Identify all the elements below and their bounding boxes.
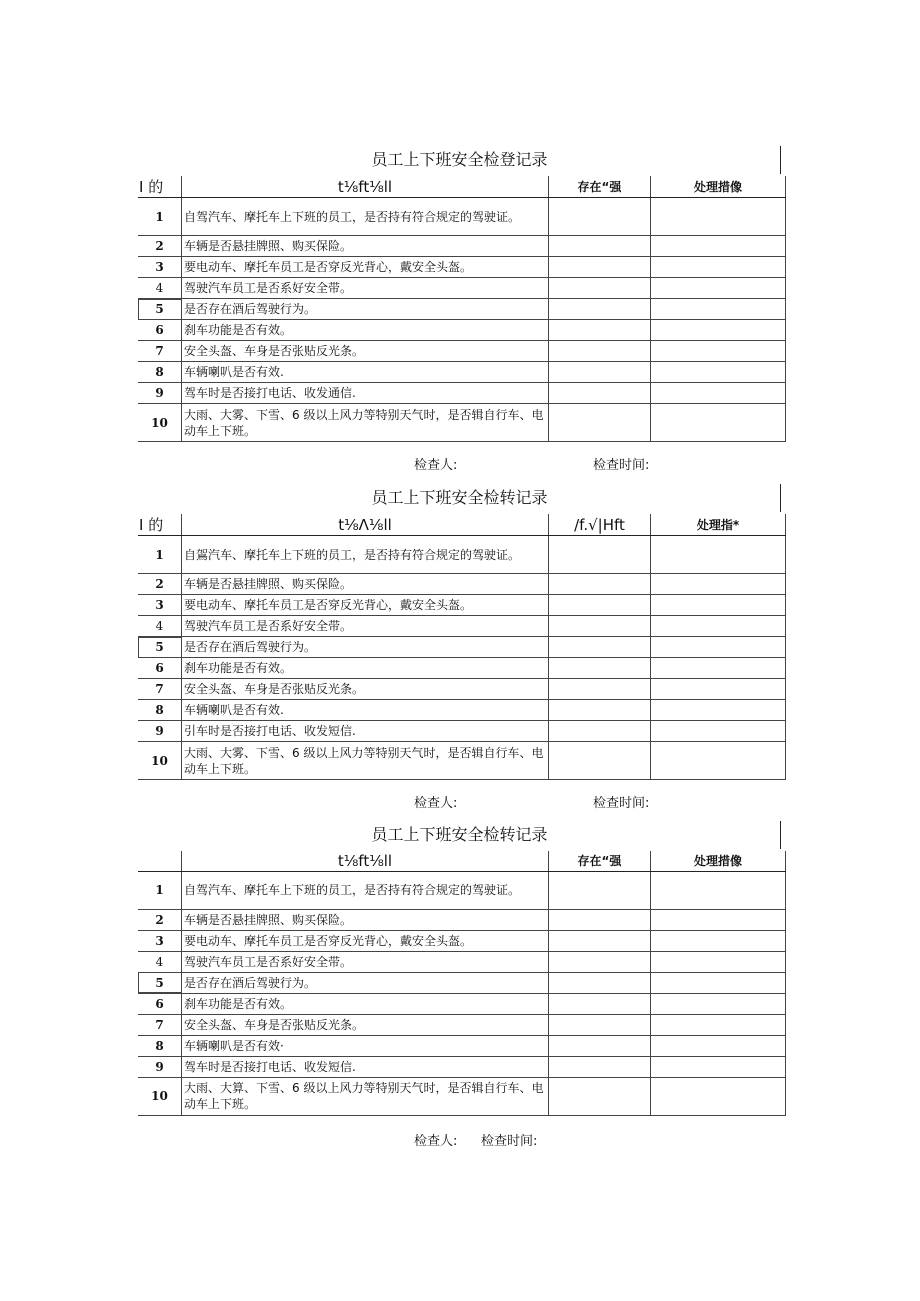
row-number: 9 — [138, 383, 182, 404]
handle-cell[interactable] — [651, 679, 786, 700]
header-item: t⅛Λ⅛ll — [182, 514, 549, 536]
handle-cell[interactable] — [651, 257, 786, 278]
exist-cell[interactable] — [549, 637, 651, 658]
exist-cell[interactable] — [549, 383, 651, 404]
row-item: 自驾汽车、摩托车上下班的员工，是否持有符合规定的驾驶证。 — [182, 871, 549, 909]
exist-cell[interactable] — [549, 909, 651, 930]
row-item: 驾车时是否接打电话、收发短信. — [182, 1056, 549, 1077]
table-row — [138, 1035, 786, 1056]
inspector-label: 检查人: — [414, 1134, 458, 1149]
row-item: 车辆是否悬挂牌照、购买保险。 — [182, 909, 549, 930]
handle-cell[interactable] — [651, 341, 786, 362]
inspection-time-label: 检查时间: — [481, 1134, 538, 1149]
row-number: 3 — [138, 595, 182, 616]
exist-cell[interactable] — [549, 951, 651, 972]
handle-cell[interactable] — [651, 993, 786, 1014]
table-row — [138, 299, 786, 320]
inspection-table — [138, 176, 786, 442]
table-row — [138, 236, 786, 257]
row-number: 8 — [138, 362, 182, 383]
row-number: 4 — [138, 951, 182, 972]
table-row — [138, 909, 786, 930]
row-number: 10 — [138, 1077, 182, 1115]
exist-cell[interactable] — [549, 257, 651, 278]
row-item: 要电动车、摩托车员工是否穿反光背心，戴安全头盔。 — [182, 595, 549, 616]
table-row — [138, 993, 786, 1014]
exist-cell[interactable] — [549, 1014, 651, 1035]
header-number: I 的 — [138, 514, 182, 536]
header-number — [138, 851, 182, 871]
row-number: 2 — [138, 574, 182, 595]
table-row — [138, 404, 786, 442]
row-item: 要电动车、摩托车员工是否穿反光背心，戴安全头盔。 — [182, 930, 549, 951]
exist-cell[interactable] — [549, 362, 651, 383]
table-row — [138, 721, 786, 742]
exist-cell[interactable] — [549, 320, 651, 341]
row-item: 驾驶汽车员工是否系好安全带。 — [182, 616, 549, 637]
row-number: 8 — [138, 700, 182, 721]
table-row — [138, 679, 786, 700]
row-number: 10 — [138, 404, 182, 442]
handle-cell[interactable] — [651, 1035, 786, 1056]
row-item: 刹车功能是否有效。 — [182, 993, 549, 1014]
row-item: 车辆是否悬挂牌照、购买保险。 — [182, 236, 549, 257]
row-item: 要电动车、摩托车员工是否穿反光背心，戴安全头盔。 — [182, 257, 549, 278]
exist-cell[interactable] — [549, 1035, 651, 1056]
table-row — [138, 871, 786, 909]
row-number: 5 — [138, 972, 182, 993]
row-item: 车辆是否悬挂牌照、购买保险。 — [182, 574, 549, 595]
exist-cell[interactable] — [549, 1056, 651, 1077]
exist-cell[interactable] — [549, 404, 651, 442]
header-handle: 处理措像 — [651, 851, 786, 871]
exist-cell[interactable] — [549, 574, 651, 595]
table-row — [138, 1077, 786, 1115]
exist-cell[interactable] — [549, 972, 651, 993]
handle-cell[interactable] — [651, 278, 786, 299]
handle-cell[interactable] — [651, 198, 786, 236]
row-item: 驾车时是否接打电话、收发通信. — [182, 383, 549, 404]
table-row — [138, 616, 786, 637]
handle-cell[interactable] — [651, 320, 786, 341]
row-number: 3 — [138, 257, 182, 278]
table-row — [138, 930, 786, 951]
row-item: 车辆喇叭是否有效. — [182, 362, 549, 383]
exist-cell[interactable] — [549, 658, 651, 679]
form-title: 员工上下班安全检转记录 — [371, 825, 548, 844]
row-number: 1 — [138, 536, 182, 574]
inspection-time-label: 检查时间: — [593, 796, 650, 811]
inspection-time-label: 检查时间: — [593, 458, 650, 473]
table-row — [138, 362, 786, 383]
handle-cell[interactable] — [651, 404, 786, 442]
row-number: 7 — [138, 341, 182, 362]
row-item: 是否存在酒后驾驶行为。 — [182, 299, 549, 320]
handle-cell[interactable] — [651, 637, 786, 658]
table-row — [138, 320, 786, 341]
table-row — [138, 637, 786, 658]
exist-cell[interactable] — [549, 721, 651, 742]
exist-cell[interactable] — [549, 871, 651, 909]
row-number: 5 — [138, 299, 182, 320]
row-number: 9 — [138, 721, 182, 742]
row-number: 8 — [138, 1035, 182, 1056]
row-number: 1 — [138, 871, 182, 909]
row-number: 6 — [138, 993, 182, 1014]
table-row — [138, 257, 786, 278]
exist-cell[interactable] — [549, 536, 651, 574]
row-number: 6 — [138, 658, 182, 679]
header-handle: 处理指* — [651, 514, 786, 536]
row-item: 大雨、大算、下雪、6 级以上风力等特别天气时，是否辑自行车、电动车上下班。 — [182, 1077, 549, 1115]
inspector-label: 检查人: — [414, 458, 458, 473]
row-item: 安全头盔、车身是否张贴反光条。 — [182, 341, 549, 362]
row-item: 安全头盔、车身是否张贴反光条。 — [182, 679, 549, 700]
row-number: 4 — [138, 616, 182, 637]
row-number: 2 — [138, 909, 182, 930]
handle-cell[interactable] — [651, 871, 786, 909]
exist-cell[interactable] — [549, 993, 651, 1014]
exist-cell[interactable] — [549, 595, 651, 616]
table-row — [138, 1056, 786, 1077]
row-number: 7 — [138, 679, 182, 700]
row-item: 大雨、大雾、下雪、6 级以上风力等特别天气时，是否辑自行车、电动车上下班。 — [182, 742, 549, 780]
table-row — [138, 198, 786, 236]
row-item: 是否存在酒后驾驶行为。 — [182, 637, 549, 658]
header-handle: 处理措像 — [651, 176, 786, 198]
row-item: 驾驶汽车员工是否系好安全带。 — [182, 951, 549, 972]
table-row — [138, 383, 786, 404]
exist-cell[interactable] — [549, 742, 651, 780]
row-item: 自驾汽车、摩托车上下班的员工，是否持有符合规定的驾驶证。 — [182, 198, 549, 236]
form-title: 员工上下班安全检转记录 — [371, 488, 548, 507]
row-item: 刹车功能是否有效。 — [182, 320, 549, 341]
handle-cell[interactable] — [651, 972, 786, 993]
row-item: 大雨、大雾、下雪、6 级以上风力等特别天气时，是否辑自行车、电动车上下班。 — [182, 404, 549, 442]
row-number: 5 — [138, 637, 182, 658]
row-number: 2 — [138, 236, 182, 257]
row-item: 驾驶汽车员工是否系好安全带。 — [182, 278, 549, 299]
handle-cell[interactable] — [651, 700, 786, 721]
table-row — [138, 1014, 786, 1035]
handle-cell[interactable] — [651, 536, 786, 574]
form-title: 员工上下班安全检登记录 — [371, 150, 548, 169]
header-exist: 存在“强 — [549, 176, 651, 198]
row-item: 刹车功能是否有效。 — [182, 658, 549, 679]
table-row — [138, 742, 786, 780]
row-item: 自鴐汽车、摩托车上下班的员工，是否持有符合规定的驾驶证。 — [182, 536, 549, 574]
header-exist: /f.√|Hft — [549, 514, 651, 536]
handle-cell[interactable] — [651, 383, 786, 404]
row-item: 引车时是否接打电话、收发短信. — [182, 721, 549, 742]
table-row — [138, 574, 786, 595]
exist-cell[interactable] — [549, 930, 651, 951]
inspector-label: 检查人: — [414, 796, 458, 811]
handle-cell[interactable] — [651, 1014, 786, 1035]
exist-cell[interactable] — [549, 679, 651, 700]
handle-cell[interactable] — [651, 742, 786, 780]
row-number: 9 — [138, 1056, 182, 1077]
exist-cell[interactable] — [549, 700, 651, 721]
row-item: 是否存在酒后驾驶行为。 — [182, 972, 549, 993]
row-number: 6 — [138, 320, 182, 341]
handle-cell[interactable] — [651, 658, 786, 679]
handle-cell[interactable] — [651, 951, 786, 972]
table-row — [138, 278, 786, 299]
exist-cell[interactable] — [549, 299, 651, 320]
handle-cell[interactable] — [651, 236, 786, 257]
exist-cell[interactable] — [549, 198, 651, 236]
exist-cell[interactable] — [549, 341, 651, 362]
handle-cell[interactable] — [651, 1056, 786, 1077]
handle-cell[interactable] — [651, 595, 786, 616]
handle-cell[interactable] — [651, 616, 786, 637]
exist-cell[interactable] — [549, 278, 651, 299]
handle-cell[interactable] — [651, 721, 786, 742]
row-number: 3 — [138, 930, 182, 951]
table-row — [138, 658, 786, 679]
row-number: 10 — [138, 742, 182, 780]
handle-cell[interactable] — [651, 930, 786, 951]
table-row — [138, 700, 786, 721]
header-number: I 的 — [138, 176, 182, 198]
row-item: 车辆喇叭是否有效. — [182, 700, 549, 721]
row-number: 7 — [138, 1014, 182, 1035]
row-number: 1 — [138, 198, 182, 236]
table-row — [138, 595, 786, 616]
table-row — [138, 972, 786, 993]
exist-cell[interactable] — [549, 616, 651, 637]
exist-cell[interactable] — [549, 236, 651, 257]
handle-cell[interactable] — [651, 909, 786, 930]
inspection-table — [138, 514, 786, 780]
row-number: 4 — [138, 278, 182, 299]
table-row — [138, 341, 786, 362]
handle-cell[interactable] — [651, 299, 786, 320]
row-item: 车辆喇叭是否有效· — [182, 1035, 549, 1056]
header-item: t⅛ft⅛ll — [182, 851, 549, 871]
exist-cell[interactable] — [549, 1077, 651, 1115]
table-row — [138, 536, 786, 574]
handle-cell[interactable] — [651, 1077, 786, 1115]
handle-cell[interactable] — [651, 362, 786, 383]
handle-cell[interactable] — [651, 574, 786, 595]
table-row — [138, 951, 786, 972]
row-item: 安全头盔、车身是否张贴反光条。 — [182, 1014, 549, 1035]
header-item: t⅛ft⅛ll — [182, 176, 549, 198]
inspection-table — [138, 851, 786, 1116]
header-exist: 存在“强 — [549, 851, 651, 871]
